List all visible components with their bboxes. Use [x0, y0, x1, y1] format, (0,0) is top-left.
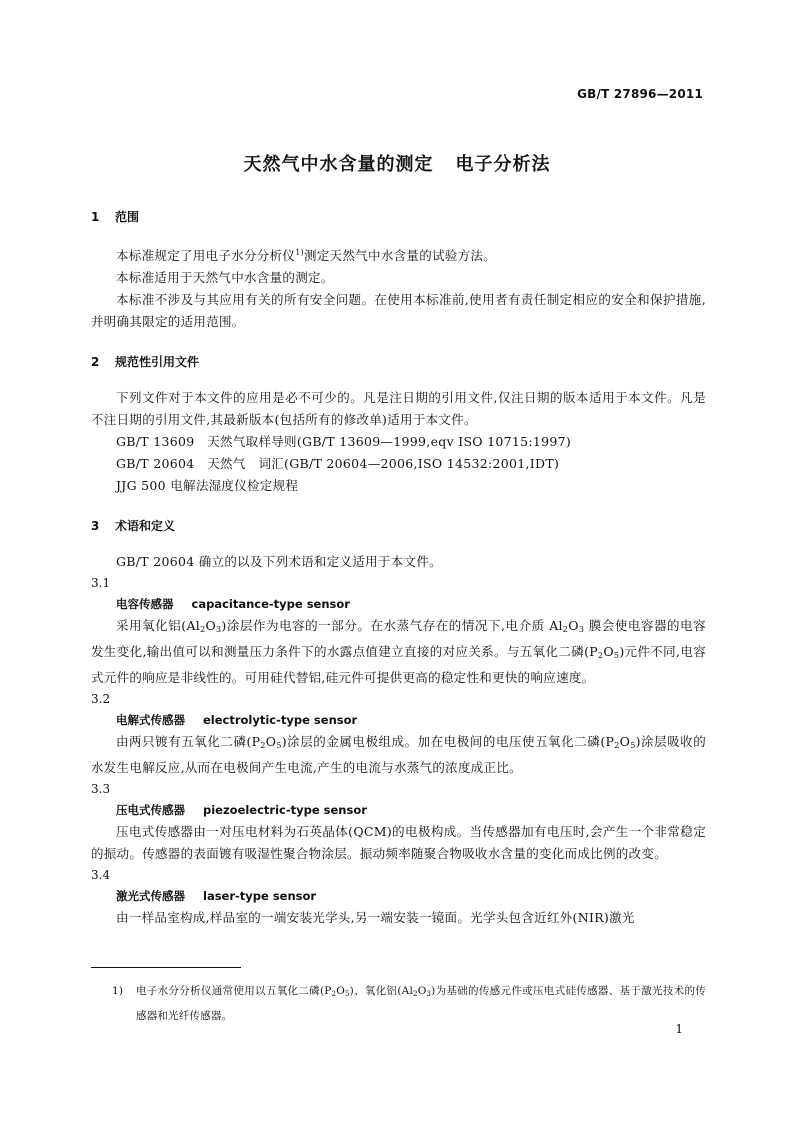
references-intro: 下列文件对于本文件的应用是必不可少的。凡是注日期的引用文件,仅注日期的版本适用于本文件。凡是不注日期的引用文件,其最新版本(包括所有的修改单)适用于本文件。 [91, 390, 706, 428]
document-title [0, 150, 794, 176]
footnote-text: 电子水分分析仪通常使用以五氧化二磷$(P_2O_5)$、氧化铝$(Al_2O_3)$为基础的传感元件或压电式硅传感器、基于激光技术的传感器和光纤传感器。 [136, 985, 707, 1022]
section-title: 规范性引用文件 [115, 355, 200, 370]
term-definition: 由一样品室构成,样品室的一端安装光学头,另一端安装一镜面。光学头包含近红外(NIR)激光 [116, 910, 635, 926]
section-number: 1 [91, 210, 100, 224]
title-method: 电子分析法 [455, 154, 551, 175]
document-body [91, 208, 706, 929]
footnote [112, 980, 706, 1027]
term-heading [91, 886, 706, 907]
scope-paragraph-3: 本标准不涉及与其应用有关的所有安全问题。在使用本标准前,使用者有责任制定相应的安全和保护措施,并明确其限定的适用范围。 [91, 292, 706, 330]
term-number: 3.1 [91, 576, 111, 591]
page-number: 1 [675, 1022, 683, 1036]
section-3-heading [91, 517, 706, 535]
term-en: capacitance-type sensor [191, 597, 350, 612]
footnote-reference: 1) [295, 248, 305, 257]
term-definition: 由两只镀有五氧化二磷$(P_2O_5)$涂层的金属电极组成。加在电极间的电压使五氧化二磷$(P_2O_5)$涂层吸收的水发生电解反应,从而在电极间产生电流,产生的电流与水蒸气的浓度成正比。 [91, 734, 707, 776]
term-cn: 压电式传感器 [116, 803, 185, 818]
title-main: 天然气中水含量的测定 [243, 154, 434, 175]
terms-intro: GB/T 20604 确立的以及下列术语和定义适用于本文件。 [116, 554, 442, 570]
term-definition: 压电式传感器由一对压电材料为石英晶体(QCM)的电极构成。当传感器加有电压时,会产生一个非常稳定的振动。传感器的表面镀有吸湿性聚合物涂层。振动频率随聚合物吸收水含量的变化而成比例的改变。 [91, 824, 706, 862]
term-cn: 电解式传感器 [116, 713, 185, 728]
reference-item: JJG 500 电解法湿度仪检定规程 [116, 478, 299, 494]
footnote-mark: 1) [112, 985, 124, 997]
reference-item: GB/T 20604 天然气 词汇(GB/T 20604—2006,ISO 14532:2001,IDT) [116, 456, 560, 472]
term-number: 3.4 [91, 868, 111, 883]
scope-paragraph-1: 本标准规定了用电子水分分析仪$^{1)}$测定天然气中水含量的试验方法。 [116, 248, 497, 264]
term-heading [91, 710, 706, 731]
term-en: piezoelectric-type sensor [203, 803, 367, 818]
term-cn: 电容传感器 [116, 597, 174, 612]
section-number: 3 [91, 519, 100, 534]
term-definition: 采用氧化铝$(Al_2O_3)$涂层作为电容的一部分。在水蒸气存在的情况下,电介质 $Al_2O_3$ 膜会使电容器的电容发生变化,输出值可以和测量压力条件下的水露点值建立直接的对应关系。与五氧化二磷$(P_2O_5)$元件不同,电容式元件的响应是非线性的。可用硅代替铝,硅元件可提供更高的稳定性和更快的响应速度。 [91, 618, 706, 686]
reference-item: GB/T 13609 天然气取样导则(GB/T 13609—1999,eqv ISO 10715:1997) [116, 434, 572, 450]
term-number: 3.3 [91, 782, 111, 797]
standard-number: GB/T 27896—2011 [577, 87, 703, 101]
term-number: 3.2 [91, 692, 111, 707]
term-cn: 激光式传感器 [116, 889, 185, 904]
term-en: laser-type sensor [203, 889, 317, 904]
term-heading [91, 800, 706, 821]
term-en: electrolytic-type sensor [203, 713, 358, 728]
section-1-heading [91, 208, 706, 226]
section-number: 2 [91, 355, 100, 370]
section-title: 术语和定义 [115, 519, 176, 534]
footnote-divider [91, 967, 241, 968]
scope-paragraph-2: 本标准适用于天然气中水含量的测定。 [116, 270, 334, 286]
section-title: 范围 [115, 210, 140, 224]
term-heading [91, 594, 706, 615]
section-2-heading [91, 353, 706, 371]
